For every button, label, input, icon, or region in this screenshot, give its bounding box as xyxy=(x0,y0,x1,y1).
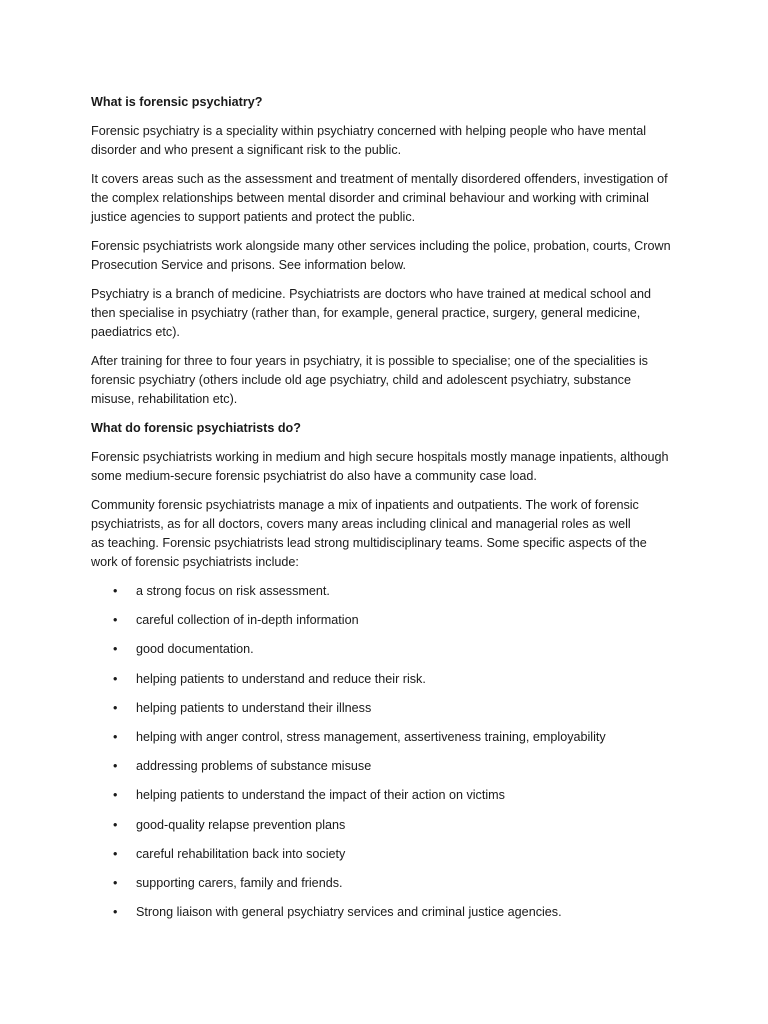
paragraph-services: Forensic psychiatrists work alongside many other services including the police, probation, courts, Crown Prosecution Service and prisons. See information below. xyxy=(91,239,671,272)
section-heading-what-is: What is forensic psychiatry? xyxy=(91,95,263,109)
list-item-text: helping with anger control, stress management, assertiveness training, employability xyxy=(136,729,606,744)
bullet-icon: • xyxy=(113,671,118,686)
list-item-text: addressing problems of substance misuse xyxy=(136,759,372,774)
list-item-text: helping patients to understand the impact of their action on victims xyxy=(136,788,505,803)
list-item-text: good documentation. xyxy=(136,642,254,657)
list-item xyxy=(91,845,683,864)
list-item-text: careful collection of in-depth information xyxy=(136,613,359,628)
document-page xyxy=(91,93,683,932)
list-item xyxy=(91,582,683,601)
paragraph-secure-hospitals: Forensic psychiatrists working in medium and high secure hospitals mostly manage inpatients, although some medium-secure forensic psychiatrist do also have a community case load. xyxy=(91,450,669,483)
list-item xyxy=(91,611,683,630)
list-item-text: good-quality relapse prevention plans xyxy=(136,817,346,832)
list-item-text: helping patients to understand and reduce their risk. xyxy=(136,671,426,686)
aspects-list xyxy=(91,582,683,922)
list-item xyxy=(91,874,683,893)
list-item xyxy=(91,786,683,805)
list-item-text: helping patients to understand their illness xyxy=(136,700,372,715)
bullet-icon: • xyxy=(113,846,118,861)
list-item xyxy=(91,816,683,835)
bullet-icon: • xyxy=(113,613,118,628)
bullet-icon: • xyxy=(113,875,118,890)
paragraph-coverage: It covers areas such as the assessment and treatment of mentally disordered offenders, investigation of the complex relationships between mental disorder and criminal behaviour and working with criminal justice agencies to support patients and protect the public. xyxy=(91,172,668,224)
bullet-icon: • xyxy=(113,817,118,832)
paragraph-community: Community forensic psychiatrists manage a mix of inpatients and outpatients. The work of forensic psychiatrists, as for all doctors, covers many areas including clinical and managerial roles as well as teaching. Forensic psychiatrists lead strong multidisciplinary teams. Some specific aspects of the work of forensic psychiatrists include: xyxy=(91,498,647,569)
bullet-icon: • xyxy=(113,642,118,657)
list-item xyxy=(91,640,683,659)
bullet-icon: • xyxy=(113,729,118,744)
bullet-icon: • xyxy=(113,584,118,598)
paragraph-training: After training for three to four years in psychiatry, it is possible to specialise; one of the specialities is forensic psychiatry (others include old age psychiatry, child and adolescent psychiatry, substance misuse, rehabilitation etc). xyxy=(91,354,648,406)
list-item xyxy=(91,903,683,922)
bullet-icon: • xyxy=(113,788,118,803)
section-heading-what-do: What do forensic psychiatrists do? xyxy=(91,421,301,435)
bullet-icon: • xyxy=(113,905,118,920)
list-item-text: Strong liaison with general psychiatry services and criminal justice agencies. xyxy=(136,905,562,920)
bullet-icon: • xyxy=(113,700,118,715)
list-item-text: a strong focus on risk assessment. xyxy=(136,584,330,598)
paragraph-definition: Forensic psychiatry is a speciality within psychiatry concerned with helping people who have mental disorder and who present a significant risk to the public. xyxy=(91,124,647,157)
list-item xyxy=(91,699,683,718)
list-item xyxy=(91,728,683,747)
paragraph-branch-of-medicine: Psychiatry is a branch of medicine. Psychiatrists are doctors who have trained at medical school and then specialise in psychiatry (rather than, for example, general practice, surgery, general medicine, paediatrics etc). xyxy=(91,287,651,339)
list-item xyxy=(91,757,683,776)
bullet-icon: • xyxy=(113,759,118,774)
list-item xyxy=(91,670,683,689)
list-item-text: supporting carers, family and friends. xyxy=(136,875,343,890)
list-item-text: careful rehabilitation back into society xyxy=(136,846,346,861)
